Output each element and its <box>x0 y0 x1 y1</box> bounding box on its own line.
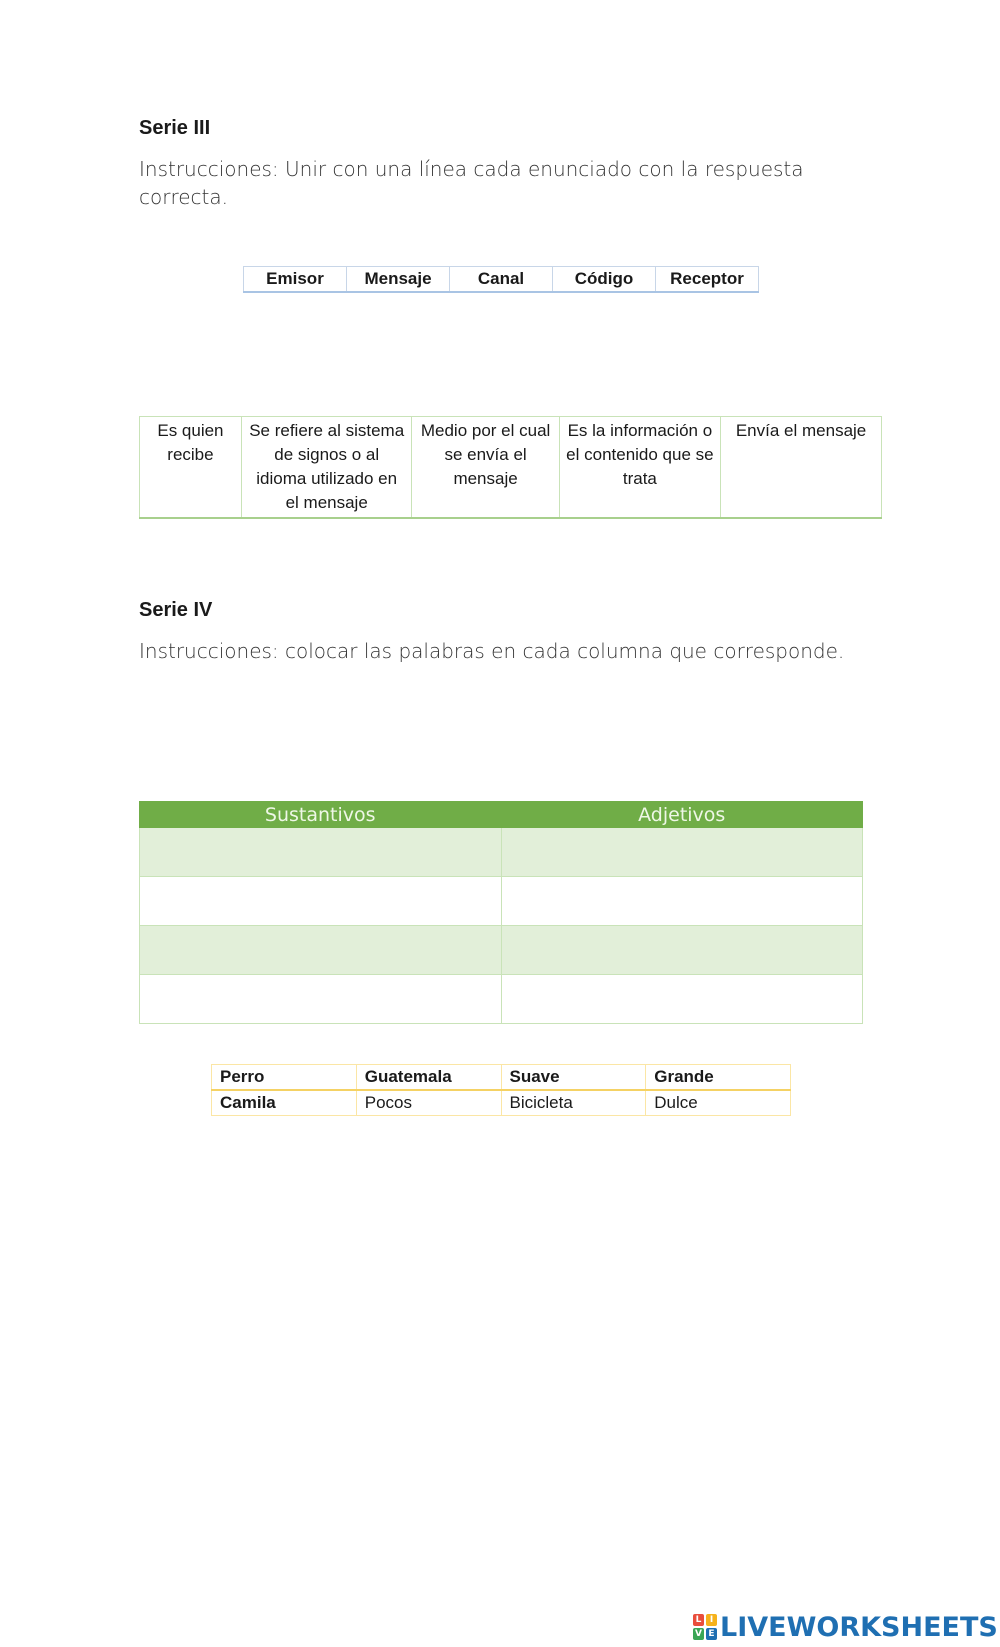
logo-mark-letter: L <box>693 1614 704 1626</box>
word-pocos[interactable]: Pocos <box>356 1090 501 1116</box>
adjetivos-drop-cell[interactable] <box>501 828 863 877</box>
definition-information[interactable]: Es la información o el contenido que se trata <box>559 417 720 519</box>
adjetivos-drop-cell[interactable] <box>501 877 863 926</box>
serie-4-instructions: Instrucciones: colocar las palabras en cada columna que corresponde. <box>139 639 845 663</box>
definition-sign-system[interactable]: Se refiere al sistema de signos o al idioma utilizado en el mensaje <box>241 417 412 519</box>
column-header-sustantivos: Sustantivos <box>140 802 502 828</box>
term-mensaje[interactable]: Mensaje <box>347 267 450 293</box>
term-receptor[interactable]: Receptor <box>656 267 759 293</box>
definition-receives[interactable]: Es quien recibe <box>140 417 242 519</box>
category-table <box>139 801 863 1024</box>
liveworksheets-mark-icon <box>693 1614 717 1640</box>
adjetivos-drop-cell[interactable] <box>501 926 863 975</box>
sustantivos-drop-cell[interactable] <box>140 975 502 1024</box>
word-camila[interactable]: Camila <box>212 1090 357 1116</box>
term-codigo[interactable]: Código <box>553 267 656 293</box>
sustantivos-drop-cell[interactable] <box>140 828 502 877</box>
word-bank-table <box>211 1064 791 1116</box>
serie-3-instructions-line-1: Instrucciones: Unir con una línea cada enunciado con la respuesta <box>139 157 804 181</box>
definition-medium[interactable]: Medio por el cual se envía el mensaje <box>412 417 559 519</box>
definitions-table <box>139 416 882 519</box>
word-suave[interactable]: Suave <box>501 1065 646 1091</box>
word-grande[interactable]: Grande <box>646 1065 791 1091</box>
serie-3-instructions-line-2: correcta. <box>139 185 228 209</box>
definition-sends[interactable]: Envía el mensaje <box>721 417 882 519</box>
sustantivos-drop-cell[interactable] <box>140 926 502 975</box>
sustantivos-drop-cell[interactable] <box>140 877 502 926</box>
logo-text: LIVEWORKSHEETS <box>720 1611 998 1643</box>
logo-mark-letter: V <box>693 1628 704 1640</box>
word-guatemala[interactable]: Guatemala <box>356 1065 501 1091</box>
word-bicicleta[interactable]: Bicicleta <box>501 1090 646 1116</box>
word-dulce[interactable]: Dulce <box>646 1090 791 1116</box>
logo-mark-letter: E <box>706 1628 717 1640</box>
term-emisor[interactable]: Emisor <box>244 267 347 293</box>
word-perro[interactable]: Perro <box>212 1065 357 1091</box>
logo-mark-letter: I <box>706 1614 717 1626</box>
adjetivos-drop-cell[interactable] <box>501 975 863 1024</box>
column-header-adjetivos: Adjetivos <box>501 802 863 828</box>
serie-4-title: Serie IV <box>139 599 213 621</box>
terms-table <box>243 266 759 293</box>
serie-3-title: Serie III <box>139 117 211 139</box>
liveworksheets-logo <box>693 1612 998 1642</box>
term-canal[interactable]: Canal <box>450 267 553 293</box>
